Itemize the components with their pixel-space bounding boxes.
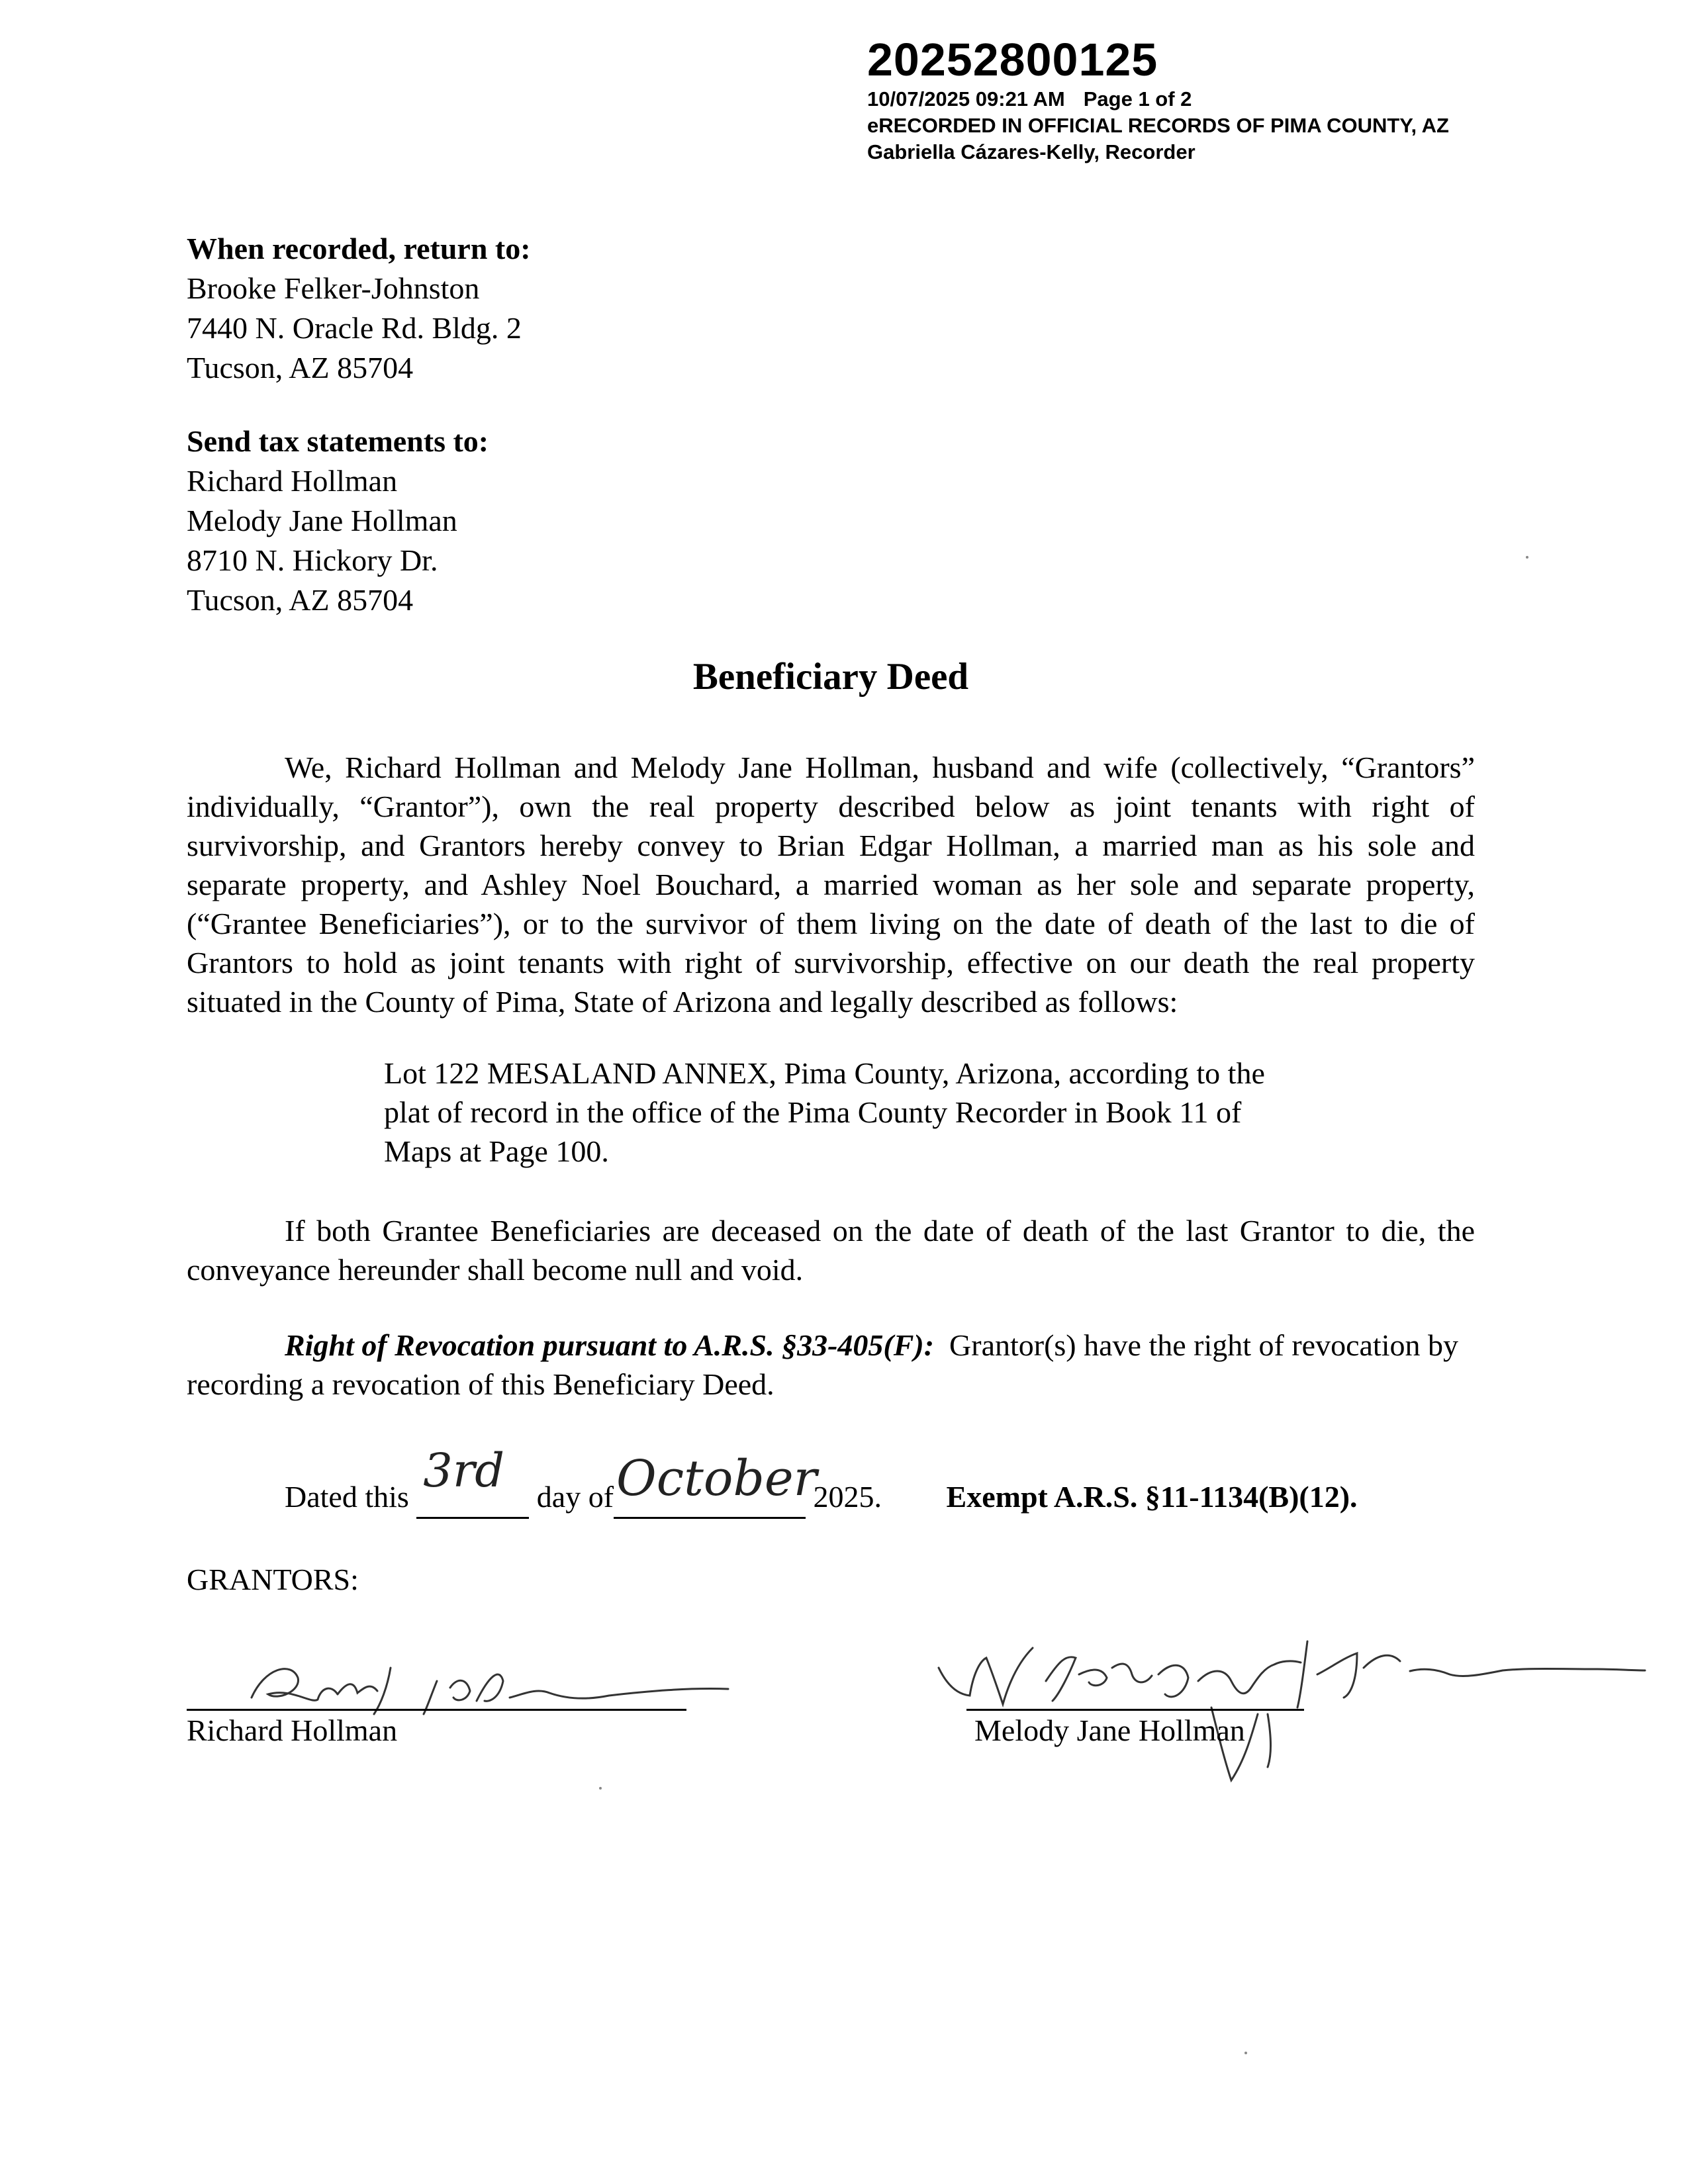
grantors-label: GRANTORS:: [187, 1563, 359, 1596]
dated-line: [285, 1443, 1358, 1519]
recording-datetime-line: [867, 86, 1449, 113]
revocation-text-wrap: [187, 1326, 1475, 1404]
richard-name: Richard Hollman: [187, 1713, 398, 1747]
dated-year: 2025.: [813, 1480, 882, 1514]
tax-statements-block: [187, 422, 489, 620]
handwritten-month: October: [616, 1450, 817, 1507]
return-to-heading: When recorded, return to:: [187, 232, 531, 265]
tax-statements-line: Melody Jane Hollman: [187, 504, 457, 537]
day-blank: [416, 1443, 529, 1519]
tax-statements-heading: Send tax statements to:: [187, 424, 489, 458]
melody-signature-line: [966, 1709, 1304, 1711]
revocation-lead: Right of Revocation pursuant to A.R.S. §33-405(F):: [285, 1328, 935, 1362]
legal-description: Lot 122 MESALAND ANNEX, Pima County, Arizona, according to the plat of record in the office of the Pima County Recorder in Book 11 of Maps at Page 100.: [384, 1056, 1265, 1168]
null-void-paragraph: [187, 1211, 1475, 1289]
document-number: 20252800125: [867, 34, 1158, 85]
month-blank: [614, 1450, 817, 1519]
recording-datetime: 10/07/2025 09:21 AM: [867, 87, 1065, 111]
revocation-text: Grantor(s) have the right of revocation by recording a revocation of this Beneficiary Deed.: [187, 1328, 1458, 1401]
tax-statements-line: 8710 N. Hickory Dr.: [187, 543, 438, 577]
dated-middle: day of: [536, 1480, 614, 1514]
scan-speck: [1526, 556, 1528, 559]
scan-speck: [599, 1787, 602, 1790]
return-to-line: Brooke Felker-Johnston: [187, 271, 480, 305]
melody-name: Melody Jane Hollman: [974, 1713, 1245, 1747]
page-count: Page 1 of 2: [1083, 87, 1192, 111]
recorder-name: Gabriella Cázares-Kelly, Recorder: [867, 140, 1196, 163]
document-title: Beneficiary Deed: [692, 656, 969, 698]
scan-speck: [1244, 2052, 1247, 2054]
recorded-in-line: eRECORDED IN OFFICIAL RECORDS OF PIMA COUNTY, AZ: [867, 114, 1449, 137]
recording-stamp: [867, 33, 1449, 165]
return-to-block: [187, 229, 531, 388]
exemption-note: Exempt A.R.S. §11-1134(B)(12).: [946, 1480, 1358, 1514]
dated-prefix: Dated this: [285, 1480, 409, 1514]
conveyance-paragraph: [187, 748, 1475, 1021]
tax-statements-line: Richard Hollman: [187, 464, 398, 498]
null-void-text: If both Grantee Beneficiaries are deceased on the date of death of the last Grantor to die, the conveyance hereunder shall become null and void.: [187, 1214, 1475, 1287]
richard-signature-line: [187, 1709, 686, 1711]
return-to-line: Tucson, AZ 85704: [187, 351, 414, 385]
revocation-paragraph: [187, 1326, 1475, 1404]
conveyance-text: We, Richard Hollman and Melody Jane Hollman, husband and wife (collectively, “Grantors” individually, “Grantor”), own the real property described below as joint tenants with right of survivorship, and Grantors hereby convey to Brian Edgar Hollman, a married man as his sole and separate property, and Ashley Noel Bouchard, a married woman as her sole and separate property, (“Grantee Beneficiaries”), or to the survivor of them living on the date of death of the last to die of Grantors to hold as joint tenants with right of survivorship, effective on our death the real property situated in the County of Pima, State of Arizona and legally described as follows:: [187, 751, 1475, 1019]
tax-statements-line: Tucson, AZ 85704: [187, 583, 414, 617]
return-to-line: 7440 N. Oracle Rd. Bldg. 2: [187, 311, 522, 345]
handwritten-day: 3rd: [423, 1443, 505, 1498]
